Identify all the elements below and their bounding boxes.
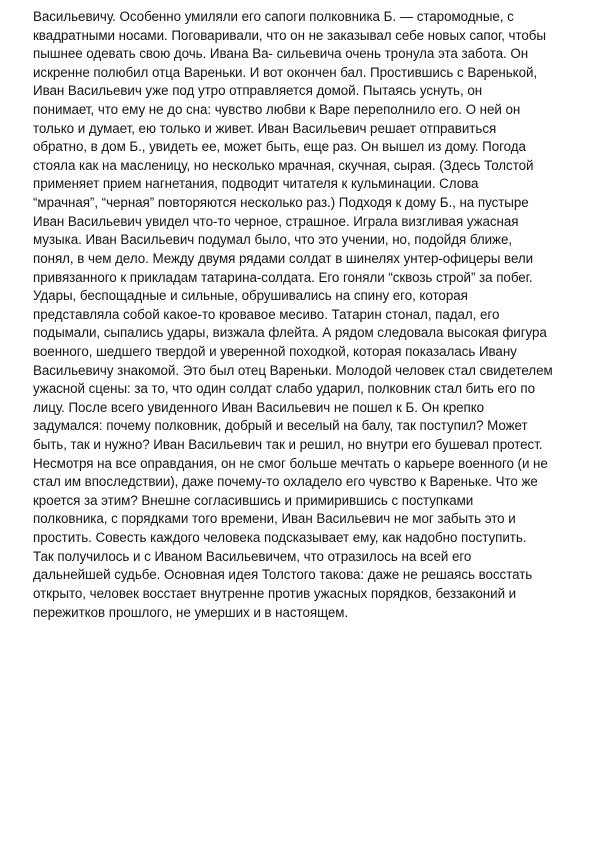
text-line: только и думает, ею только и живет. Иван Васильевич решает отправиться — [33, 120, 497, 136]
text-line: лицу. После всего увиденного Иван Васильевич не пошел к Б. Он крепко — [33, 399, 485, 415]
text-line: военного, шедшего твердой и уверенной походкой, которая показалась Ивану — [33, 343, 517, 359]
text-line: квадратными носами. Поговаривали, что он не заказывал себе новых сапог, чтобы — [33, 27, 546, 43]
text-line: стал им впоследствии), даже почему-то охладело его чувство к Вареньке. Что же — [33, 474, 538, 490]
text-line: кроется за этим? Внешне согласившись и примирившись с поступками — [33, 492, 474, 508]
text-line: задумался: почему полковник, добрый и веселый на балу, так поступил? Может — [33, 418, 528, 434]
text-line: “мрачная”, “черная” повторяются несколько раз.) Подходя к дому Б., на пустыре — [33, 195, 529, 211]
text-line: Несмотря на все оправдания, он не смог больше мечтать о карьере военного (и не — [33, 455, 548, 471]
text-line: открыто, человек восстает внутренне против ужасных порядков, беззаконий и — [33, 585, 517, 601]
text-line: искренне полюбил отца Вареньки. И вот окончен бал. Простившись с Варенькой, — [33, 64, 538, 80]
text-line: применяет прием нагнетания, подводит читателя к кульминации. Слова — [33, 176, 479, 192]
text-line: простить. Совесть каждого человека подсказывает ему, как надобно поступить. — [33, 530, 527, 546]
text-line: Так получилось и с Иваном Васильевичем, что отразилось на всей его — [33, 548, 472, 564]
text-line: подымали, сыпались удары, визжала флейта. А рядом следовала высокая фигура — [33, 325, 547, 341]
text-line: быть, так и нужно? Иван Васильевич так и решил, но внутри его бушевал протест. — [33, 437, 543, 453]
text-line: Васильевичу. Особенно умиляли его сапоги полковника Б. — старомодные, с — [33, 9, 514, 24]
text-line: обратно, в дом Б., увидеть ее, может быть, еще раз. Он вышел из дому. Погода — [33, 139, 526, 155]
text-line: ужасной сцены: за то, что один солдат слабо ударил, полковник стал бить его по — [33, 381, 535, 397]
text-line: Иван Васильевич увидел что-то черное, страшное. Играла визгливая ужасная — [33, 213, 519, 229]
text-line: стояла как на масленицу, но несколько мрачная, скучная, сырая. (Здесь Толстой — [33, 157, 534, 173]
text-line: пережитков прошлого, не умерших и в настоящем. — [33, 604, 349, 620]
text-line: Васильевичу знакомой. Это был отец Вареньки. Молодой человек стал свидетелем — [33, 362, 553, 378]
text-line: представляла собой какое-то кровавое месиво. Татарин стонал, падал, его — [33, 306, 500, 322]
text-line: понял, в чем дело. Между двумя рядами солдат в шинелях унтер-офицеры вели — [33, 250, 534, 266]
text-line: музыка. Иван Васильевич подумал было, что это учении, но, подойдя ближе, — [33, 232, 513, 248]
text-line: привязанного к прикладам татарина-солдата. Его гоняли “сквозь строй” за побег. — [33, 269, 533, 285]
text-line: полковника, с порядками того времени, Иван Васильевич не мог забыть это и — [33, 511, 516, 527]
text-line: пышнее одевать свою дочь. Ивана Ва- сильевича очень тронула эта забота. Он — [33, 46, 529, 62]
body-text — [33, 8, 578, 622]
text-line: Удары, беспощадные и сильные, обрушивались на спину его, которая — [33, 288, 468, 304]
text-line: дальнейшей судьбе. Основная идея Толстого такова: даже не решаясь восстать — [33, 567, 533, 583]
text-line: Иван Васильевич уже под утро отправляется домой. Пытаясь уснуть, он — [33, 83, 483, 99]
text-line: понимает, что ему не до сна: чувство любви к Варе переполнило его. О ней он — [33, 102, 521, 118]
